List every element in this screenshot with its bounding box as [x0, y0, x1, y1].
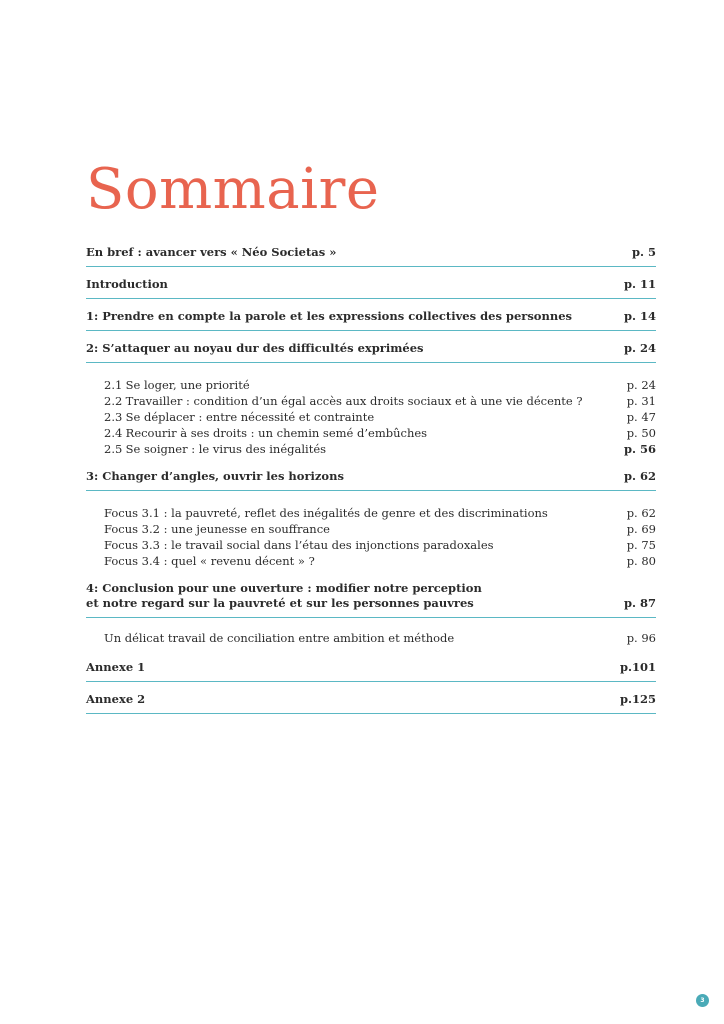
subentry-label: Se loger, une priorité	[125, 378, 250, 392]
toc-label-line: 4: Conclusion pour une ouverture : modifier notre perception	[86, 581, 482, 595]
toc-label-line: et notre regard sur la pauvreté et sur les personnes pauvres	[86, 596, 474, 610]
subentry-label: Se soigner : le virus des inégalités	[125, 442, 327, 456]
toc-subentry[interactable]	[86, 553, 656, 569]
toc-subentry[interactable]	[86, 505, 656, 521]
subentry-page: p. 24	[626, 378, 656, 392]
page-title: Sommaire	[86, 157, 380, 222]
toc-label: Annexe 2	[86, 692, 146, 706]
toc-page: p. 87	[623, 596, 656, 610]
subentry-label: Un délicat travail de conciliation entre ambition et méthode	[104, 631, 455, 645]
toc-subentry[interactable]	[86, 441, 656, 457]
toc-subentry[interactable]	[86, 377, 656, 393]
subentry-label: Travailler : condition d’un égal accès aux droits sociaux et à une vie décente ?	[125, 394, 583, 408]
toc-label: 1: Prendre en compte la parole et les expressions collectives des personnes	[86, 309, 572, 323]
toc-entry-en-bref[interactable]	[86, 245, 656, 267]
toc-subentry[interactable]	[86, 393, 656, 409]
toc-subentry[interactable]	[86, 521, 656, 537]
subentry-page: p. 75	[626, 538, 656, 552]
subentry-number: 2.4	[104, 426, 123, 440]
toc-page: p. 14	[623, 309, 656, 323]
subentry-number: 2.5	[104, 442, 123, 456]
subentry-label: Se déplacer : entre nécessité et contrainte	[125, 410, 375, 424]
subentry-number: 2.2	[104, 394, 123, 408]
subentry-label: Focus 3.4 : quel « revenu décent » ?	[104, 554, 315, 568]
toc-entry-chapter-1[interactable]	[86, 309, 656, 331]
toc-page: p.101	[619, 660, 656, 674]
toc-label: En bref : avancer vers « Néo Societas »	[86, 245, 337, 259]
subentry-page: p. 31	[626, 394, 656, 408]
subentry-page: p. 69	[626, 522, 656, 536]
subentry-page: p. 56	[623, 442, 656, 456]
toc-subentry[interactable]	[86, 630, 656, 646]
toc-entry-chapter-3[interactable]	[86, 469, 656, 491]
subentry-label: Focus 3.2 : une jeunesse en souffrance	[104, 522, 330, 536]
subentry-page: p. 62	[626, 506, 656, 520]
toc-label: 3: Changer d’angles, ouvrir les horizons	[86, 469, 344, 483]
toc-subsection-list	[86, 630, 656, 646]
toc-page: p. 11	[623, 277, 656, 291]
toc-page: p. 5	[631, 245, 656, 259]
toc-page: p. 24	[623, 341, 656, 355]
toc-entry-introduction[interactable]	[86, 277, 656, 299]
toc-subsection-list	[86, 505, 656, 569]
subentry-page: p. 50	[626, 426, 656, 440]
toc-label: 2: S’attaquer au noyau dur des difficultés exprimées	[86, 341, 424, 355]
toc-page: p.125	[619, 692, 656, 706]
subentry-page: p. 47	[626, 410, 656, 424]
toc-entry-annexe-2[interactable]	[86, 692, 656, 714]
toc-page: p. 62	[623, 469, 656, 483]
toc-label: Annexe 1	[86, 660, 146, 674]
toc-subentry[interactable]	[86, 425, 656, 441]
subentry-label: Recourir à ses droits : un chemin semé d’embûches	[125, 426, 428, 440]
toc-subsection-list	[86, 377, 656, 457]
toc-label: Introduction	[86, 277, 168, 291]
toc-entry-annexe-1[interactable]	[86, 660, 656, 682]
subentry-label: Focus 3.3 : le travail social dans l’étau des injonctions paradoxales	[104, 538, 494, 552]
toc-entry-chapter-4[interactable]	[86, 581, 656, 618]
toc-entry-chapter-2[interactable]	[86, 341, 656, 363]
subentry-page: p. 80	[626, 554, 656, 568]
subentry-number: 2.3	[104, 410, 123, 424]
toc-subentry[interactable]	[86, 537, 656, 553]
subentry-number: 2.1	[104, 378, 123, 392]
subentry-page: p. 96	[626, 631, 656, 645]
subentry-label: Focus 3.1 : la pauvreté, reflet des inégalités de genre et des discriminations	[104, 506, 548, 520]
page-number-badge: 3	[696, 994, 709, 1007]
toc-subentry[interactable]	[86, 409, 656, 425]
table-of-contents	[86, 245, 656, 724]
